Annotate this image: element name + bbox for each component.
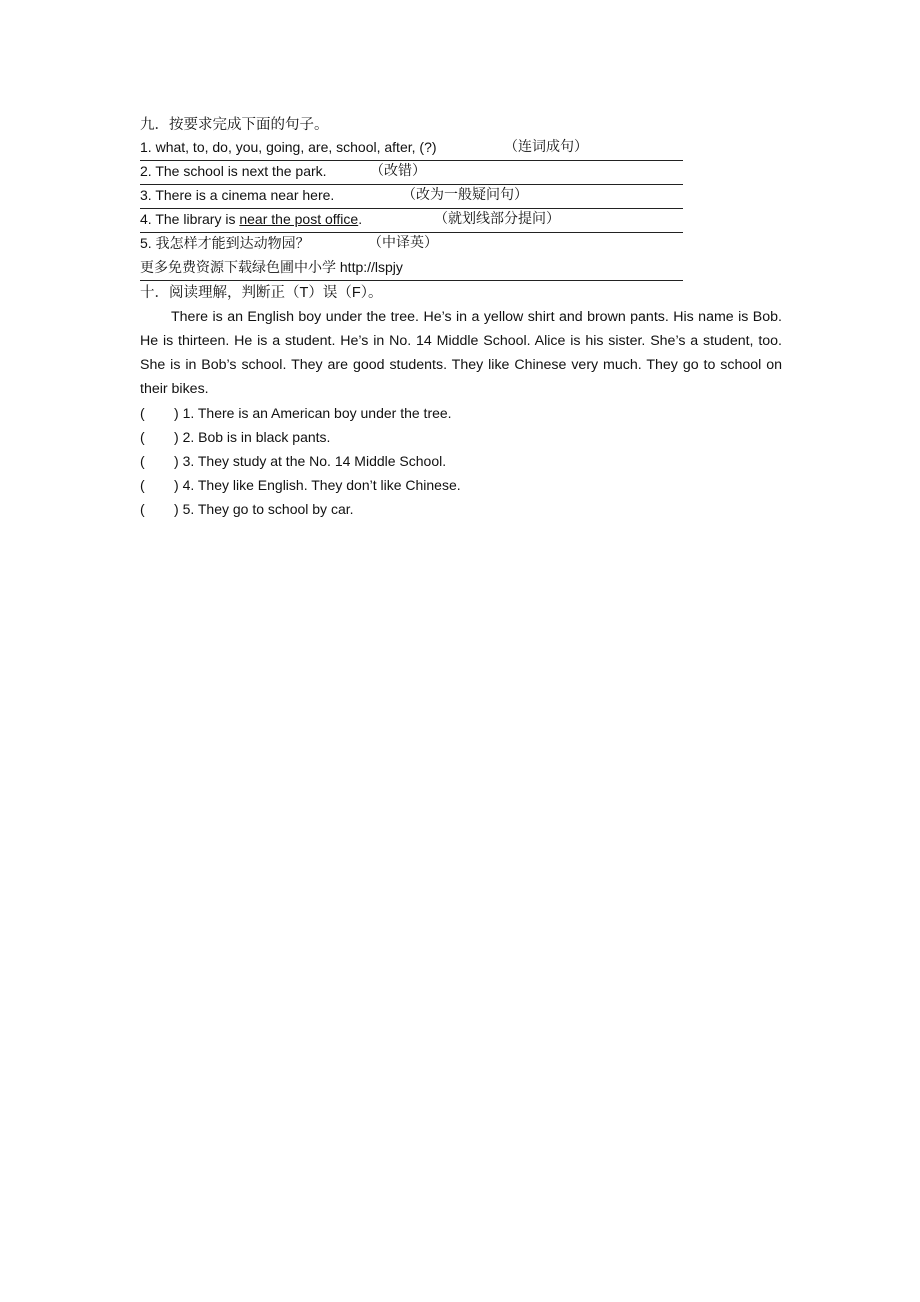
tf-question-text: 1. There is an American boy under the tree. bbox=[182, 405, 452, 421]
question-4 bbox=[140, 208, 683, 233]
question-number: 3. bbox=[140, 187, 152, 203]
tf-question-text: 5. They go to school by car. bbox=[182, 501, 354, 517]
tf-question-text: 4. They like English. They don’t like Chinese. bbox=[182, 477, 461, 493]
question-hint: （中译英） bbox=[368, 235, 438, 251]
tf-question-3 bbox=[140, 450, 446, 472]
answer-blank-close: ) bbox=[174, 453, 179, 469]
tf-question-1 bbox=[140, 402, 452, 424]
question-3 bbox=[140, 184, 683, 209]
question-hint: （就划线部分提问） bbox=[434, 211, 560, 227]
tf-question-5 bbox=[140, 498, 354, 520]
question-2 bbox=[140, 160, 683, 185]
question-text: The school is next the park. bbox=[155, 163, 327, 179]
answer-blank-close: ) bbox=[174, 429, 179, 445]
question-text: 我怎样才能到达动物园？ bbox=[155, 235, 310, 251]
question-text: what, to, do, you, going, are, school, after, (?) bbox=[155, 139, 437, 155]
question-number: 4. bbox=[140, 211, 152, 227]
promo-line bbox=[140, 256, 683, 281]
tf-question-text: 2. Bob is in black pants. bbox=[182, 429, 331, 445]
question-hint: （连词成句） bbox=[504, 139, 588, 155]
question-text: There is a cinema near here. bbox=[155, 187, 335, 203]
question-hint: （改为一般疑问句） bbox=[402, 187, 528, 203]
answer-blank-close: ) bbox=[174, 501, 179, 517]
question-number: 2. bbox=[140, 163, 152, 179]
answer-blank-open: ( bbox=[140, 501, 145, 517]
question-number: 1. bbox=[140, 139, 152, 155]
question-5 bbox=[140, 232, 683, 256]
question-number: 5. bbox=[140, 235, 152, 251]
section-9-heading: 九．按要求完成下面的句子。 bbox=[140, 117, 329, 133]
tf-question-2 bbox=[140, 426, 330, 448]
reading-passage: There is an English boy under the tree. He’s in a yellow shirt and brown pants. His name is Bob. He is thirteen. He is a student. He’s in No. 14 Middle School. Alice is his sister. She’s a student, too. She is in Bob’s school. They are good students. They like Chinese very much. They go to school on their bikes. bbox=[140, 309, 782, 397]
answer-blank-close: ) bbox=[174, 405, 179, 421]
underlined-phrase: near the post office bbox=[239, 211, 359, 227]
answer-blank-open: ( bbox=[140, 405, 145, 421]
answer-blank-open: ( bbox=[140, 477, 145, 493]
answer-blank-open: ( bbox=[140, 429, 145, 445]
question-1 bbox=[140, 136, 683, 161]
answer-blank-open: ( bbox=[140, 453, 145, 469]
answer-blank-close: ) bbox=[174, 477, 179, 493]
tf-question-4 bbox=[140, 474, 461, 496]
promo-text: 更多免费资源下载绿色圃中小学 http://lspjy bbox=[140, 259, 403, 275]
question-hint: （改错） bbox=[370, 163, 426, 179]
question-text-after: . bbox=[358, 211, 363, 227]
tf-question-text: 3. They study at the No. 14 Middle School. bbox=[182, 453, 447, 469]
question-text-before: The library is bbox=[155, 211, 240, 227]
section-10-heading: 十．阅读理解，判断正（T）误（F）。 bbox=[140, 285, 383, 301]
